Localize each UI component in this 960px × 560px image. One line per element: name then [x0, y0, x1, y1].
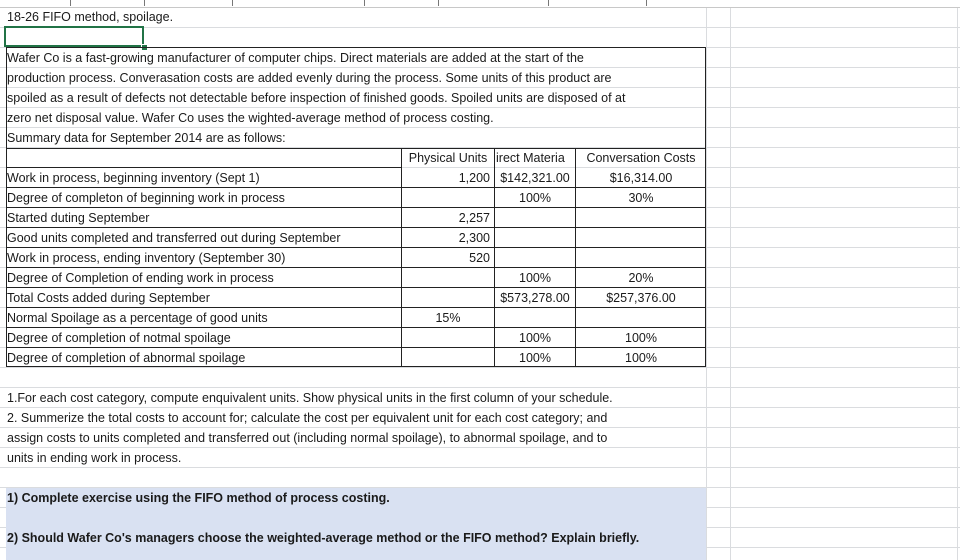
question-2[interactable]: 2) Should Wafer Co's managers choose the weighted-average method or the FIFO method? Explain briefly. [7, 531, 640, 545]
row-label[interactable]: Degree of completion of abnormal spoilage [7, 351, 246, 365]
cell-dm[interactable]: 100% [519, 271, 551, 285]
column-tick [438, 0, 439, 6]
row-label[interactable]: Degree of completion of notmal spoilage [7, 331, 231, 345]
row-label[interactable]: Degree of completon of beginning work in process [7, 191, 285, 205]
row-label[interactable]: Work in process, beginning inventory (Sept 1) [7, 171, 260, 185]
row-label[interactable]: Started duting September [7, 211, 150, 225]
cell-units[interactable]: 2,300 [458, 231, 490, 245]
sheet-title[interactable]: 18-26 FIFO method, spoilage. [7, 10, 174, 24]
cell-cc[interactable]: $257,376.00 [606, 291, 676, 305]
cell-units[interactable]: 1,200 [458, 171, 490, 185]
question-1[interactable]: 1) Complete exercise using the FIFO method of process costing. [7, 491, 390, 505]
instruction-line[interactable]: units in ending work in process. [7, 451, 182, 465]
cell-cc[interactable]: 100% [625, 351, 657, 365]
intro-line: production process. Converasation costs are added evenly during the process. Some units of this product are [7, 71, 612, 85]
cell-units[interactable]: 2,257 [458, 211, 490, 225]
cell-cc[interactable]: 30% [628, 191, 654, 205]
cell-units[interactable]: 520 [469, 251, 490, 265]
cell-cc[interactable]: $16,314.00 [609, 171, 673, 185]
cell-dm[interactable]: 100% [519, 191, 551, 205]
column-tick [144, 0, 145, 6]
row-label[interactable]: Degree of Completion of ending work in process [7, 271, 274, 285]
header-conversion-costs[interactable]: Conversation Costs [586, 151, 696, 165]
row-label[interactable]: Total Costs added during September [7, 291, 210, 305]
row-label[interactable]: Work in process, ending inventory (September 30) [7, 251, 286, 265]
cell-cc[interactable]: 100% [625, 331, 657, 345]
intro-line: spoiled as a result of defects not detectable before inspection of finished goods. Spoiled units are disposed of at [7, 91, 626, 105]
cell-dm[interactable]: 100% [519, 351, 551, 365]
intro-line: Summary data for September 2014 are as follows: [7, 131, 286, 145]
cell-dm[interactable]: 100% [519, 331, 551, 345]
column-tick [232, 0, 233, 6]
selected-cell[interactable] [4, 26, 144, 47]
intro-line: zero net disposal value. Wafer Co uses the wighted-average method of process costing. [7, 111, 494, 125]
intro-line: Wafer Co is a fast-growing manufacturer of computer chips. Direct materials are added at the start of the [7, 51, 584, 65]
cell-dm[interactable]: $573,278.00 [500, 291, 570, 305]
column-tick [646, 0, 647, 6]
header-direct-materials[interactable]: irect Materia [496, 151, 565, 165]
instruction-line[interactable]: 2. Summerize the total costs to account for; calculate the cost per equivalent unit for each cost category; and [7, 411, 608, 425]
row-label[interactable]: Normal Spoilage as a percentage of good units [7, 311, 268, 325]
instruction-line[interactable]: 1.For each cost category, compute enquivalent units. Show physical units in the first column of your schedule. [7, 391, 613, 405]
column-tick [364, 0, 365, 6]
cell-cc[interactable]: 20% [628, 271, 654, 285]
column-tick [548, 0, 549, 6]
cell-dm[interactable]: $142,321.00 [500, 171, 570, 185]
cell-units[interactable]: 15% [435, 311, 461, 325]
header-physical-units[interactable]: Physical Units [408, 151, 488, 165]
instruction-line[interactable]: assign costs to units completed and transferred out (including normal spoilage), to abnormal spoilage, and to [7, 431, 608, 445]
row-label[interactable]: Good units completed and transferred out during September [7, 231, 341, 245]
column-tick [70, 0, 71, 6]
